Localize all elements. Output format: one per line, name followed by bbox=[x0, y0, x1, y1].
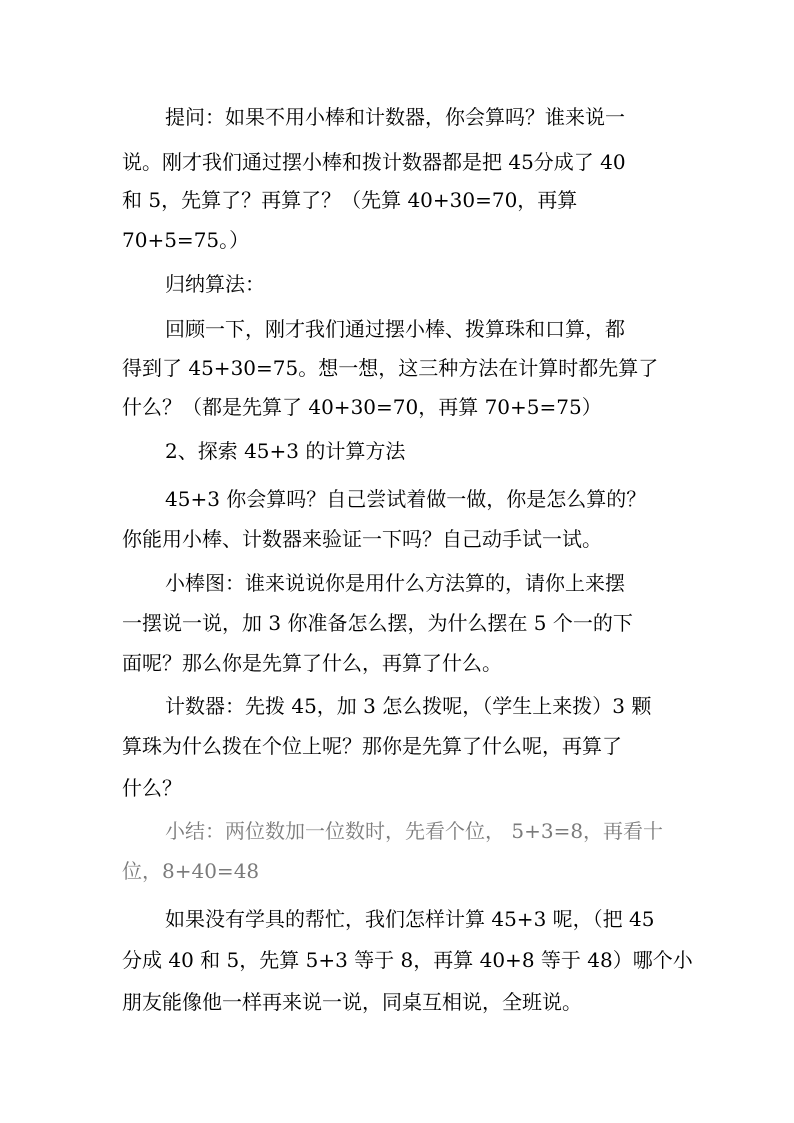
summary-line-1: 小结：两位数加一位数时，先看个位， 5+3=8，再看十 bbox=[165, 819, 664, 843]
question-line-1: 提问：如果不用小棒和计数器，你会算吗？谁来说一 bbox=[165, 105, 625, 129]
review-line-3: 什么？（都是先算了 40+30=70，再算 70+5=75） bbox=[122, 395, 602, 419]
question-line-4: 70+5=75。） bbox=[122, 228, 250, 252]
question-line-3: 和 5，先算了？再算了？（先算 40+30=70，再算 bbox=[122, 188, 578, 212]
stick-chart-line-1: 小棒图：谁来说说你是用什么方法算的，请你上来摆 bbox=[165, 571, 625, 595]
no-tools-line-2: 分成 40 和 5，先算 5+3 等于 8，再算 40+8 等于 48）哪个小 bbox=[122, 948, 693, 972]
counter-line-3: 什么？ bbox=[122, 776, 182, 800]
stick-chart-line-3: 面呢？那么你是先算了什么，再算了什么。 bbox=[122, 651, 502, 675]
review-line-1: 回顾一下，刚才我们通过摆小棒、拨算珠和口算，都 bbox=[165, 317, 625, 341]
no-tools-line-1: 如果没有学具的帮忙，我们怎样计算 45+3 呢，（把 45 bbox=[165, 907, 655, 931]
counter-line-2: 算珠为什么拨在个位上呢？那你是先算了什么呢，再算了 bbox=[122, 734, 622, 758]
no-tools-line-3: 朋友能像他一样再来说一说，同桌互相说，全班说。 bbox=[122, 990, 582, 1014]
question-line-2: 说。刚才我们通过摆小棒和拨计数器都是把 45分成了 40 bbox=[122, 150, 626, 174]
induce-heading: 归纳算法： bbox=[165, 272, 265, 296]
counter-line-1: 计数器：先拨 45，加 3 怎么拨呢，（学生上来拨）3 颗 bbox=[165, 694, 652, 718]
try-line-2: 你能用小棒、计数器来验证一下吗？自己动手试一试。 bbox=[122, 527, 602, 551]
summary-line-2: 位，8+40=48 bbox=[122, 859, 260, 883]
review-line-2: 得到了 45+30=75。想一想，这三种方法在计算时都先算了 bbox=[122, 356, 659, 380]
try-line-1: 45+3 你会算吗？自己尝试着做一做，你是怎么算的？ bbox=[165, 487, 647, 511]
stick-chart-line-2: 一摆说一说，加 3 你准备怎么摆，为什么摆在 5 个一的下 bbox=[122, 611, 633, 635]
section-2-heading: 2、探索 45+3 的计算方法 bbox=[165, 439, 406, 463]
